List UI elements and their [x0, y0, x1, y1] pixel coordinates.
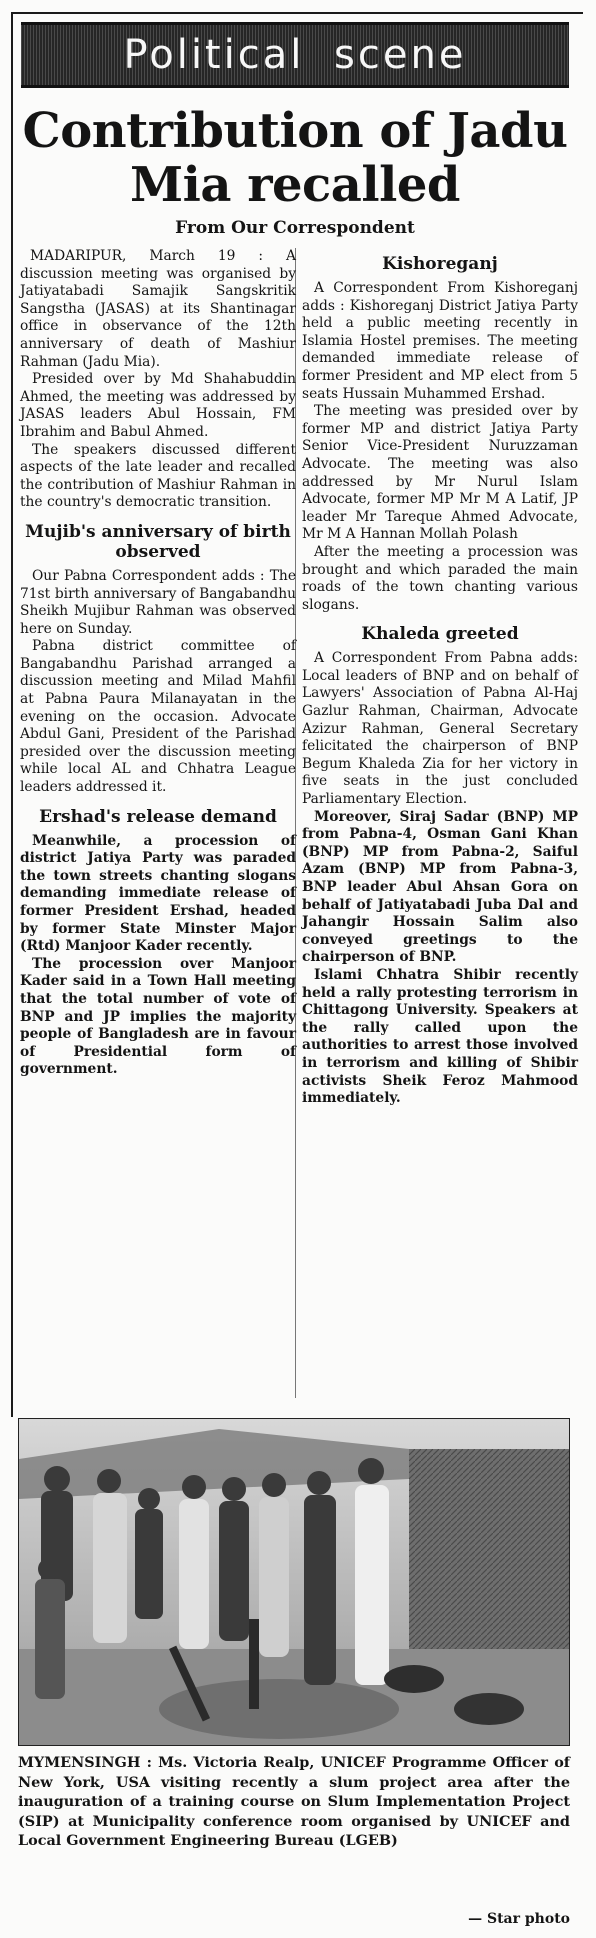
paragraph: Our Pabna Correspondent adds : The 71st birth anniversary of Bangabandhu Sheikh Mujibur Rahman was observed here on Sunday. [20, 567, 296, 637]
article-byline: From Our Correspondent [175, 218, 415, 238]
paragraph: Presided over by Md Shahabuddin Ahmed, the meeting was addressed by JASAS leaders Abul Hossain, FM Ibrahim and Babul Ahmed. [20, 371, 296, 440]
left-column [20, 248, 296, 1079]
paragraph: Islami Chhatra Shibir recently held a rally protesting terrorism in Chittagong University. Speakers at the rally called upon the authorities to arrest those involved in terrorism and killing of Shibir activists Sheik Feroz Mahmood immediately. [302, 966, 578, 1107]
frame-top-rule [11, 12, 583, 14]
paragraph: A Correspondent From Pabna adds: Local leaders of BNP and on behalf of Lawyers' Association of Pabna Al-Haj Gazlur Rahman, Chairman, Advocate Azizur Rahman, General Secretary felicitated the chairperson of BNP Begum Khaleda Zia for her victory in five seats in the just concluded Parliamentary Election. [302, 650, 578, 808]
subhead-ershad: Ershad's release demand [39, 806, 277, 827]
paragraph: After the meeting a procession was brought and which paraded the main roads of the town chanting various slogans. [302, 543, 578, 613]
paragraph: MADARIPUR, March 19 : A discussion meeting was organised by Jatiyatabadi Samajik Sangskritik Sangstha (JASAS) at its Shantinagar office in observance of the 12th anniversary of death of Mashiur Rahman (Jadu Mia). [20, 248, 296, 370]
photo-credit: — Star photo [468, 1911, 570, 1927]
paragraph: The speakers discussed different aspects of the late leader and recalled the contribution of Mashiur Rahman in the country's democratic transition. [20, 441, 296, 511]
paragraph: Moreover, Siraj Sadar (BNP) MP from Pabna-4, Osman Gani Khan (BNP) MP from Pabna-2, Saiful Azam (BNP) MP from Pabna-3, BNP leader Abul Ahsan Gora on behalf of Jatiyatabadi Juba Dal and Jahangir Hossain Salim also conveyed greetings to the chairperson of BNP. [302, 808, 578, 966]
paragraph: A Correspondent From Kishoreganj adds : Kishoreganj District Jatiya Party held a public meeting recently in Islamia Hostel premises. The meeting demanded immediate release of former President and MP elect from 5 seats Hussain Muhammed Ershad. [302, 280, 578, 402]
banner-title: Political scene [123, 32, 467, 78]
paragraph: Meanwhile, a procession of district Jatiya Party was paraded the town streets chanting slogans demanding immediate release of former President Ershad, headed by former State Minster Major (Rtd) Manjoor Kader recently. [20, 832, 296, 955]
section-banner [21, 22, 569, 88]
paragraph: The procession over Manjoor Kader said in a Town Hall meeting that the total number of vote of BNP and JP implies the majority people of Bangladesh are in favour of Presidential form of government. [20, 955, 296, 1078]
subhead-kishoreganj: Kishoreganj [382, 254, 498, 274]
paragraph: The meeting was presided over by former MP and district Jatiya Party Senior Vice-President Nuruzzaman Advocate. The meeting was also addressed by Mr Nurul Islam Advocate, former MP Mr M A Latif, JP leader Mr Tareque Ahmed Advocate, Mr M A Hannan Mollah Polash [302, 403, 578, 543]
photo-caption: MYMENSINGH : Ms. Victoria Realp, UNICEF Programme Officer of New York, USA visiting recently a slum project area after the inauguration of a training course on Slum Implementation Project (SIP) at Municipality conference room organised by UNICEF and Local Government Engineering Bureau (LGEB) [18, 1754, 570, 1849]
right-column [302, 248, 578, 1108]
subhead-mujib: Mujib's anniversary of birth observed [25, 521, 291, 562]
article-headline: Contribution of Jadu Mia recalled [22, 103, 568, 213]
subhead-khaleda: Khaleda greeted [361, 624, 519, 645]
frame-left-rule [11, 12, 13, 1417]
paragraph: Pabna district committee of Bangabandhu Parishad arranged a discussion meeting and Milad Mahfil at Pabna Paura Milanayatan in the evening on the occasion. Advocate Abdul Gani, President of the Parishad presided over the discussion meeting while local AL and Chhatra League leaders addressed it. [20, 638, 296, 796]
news-photo [18, 1418, 570, 1746]
